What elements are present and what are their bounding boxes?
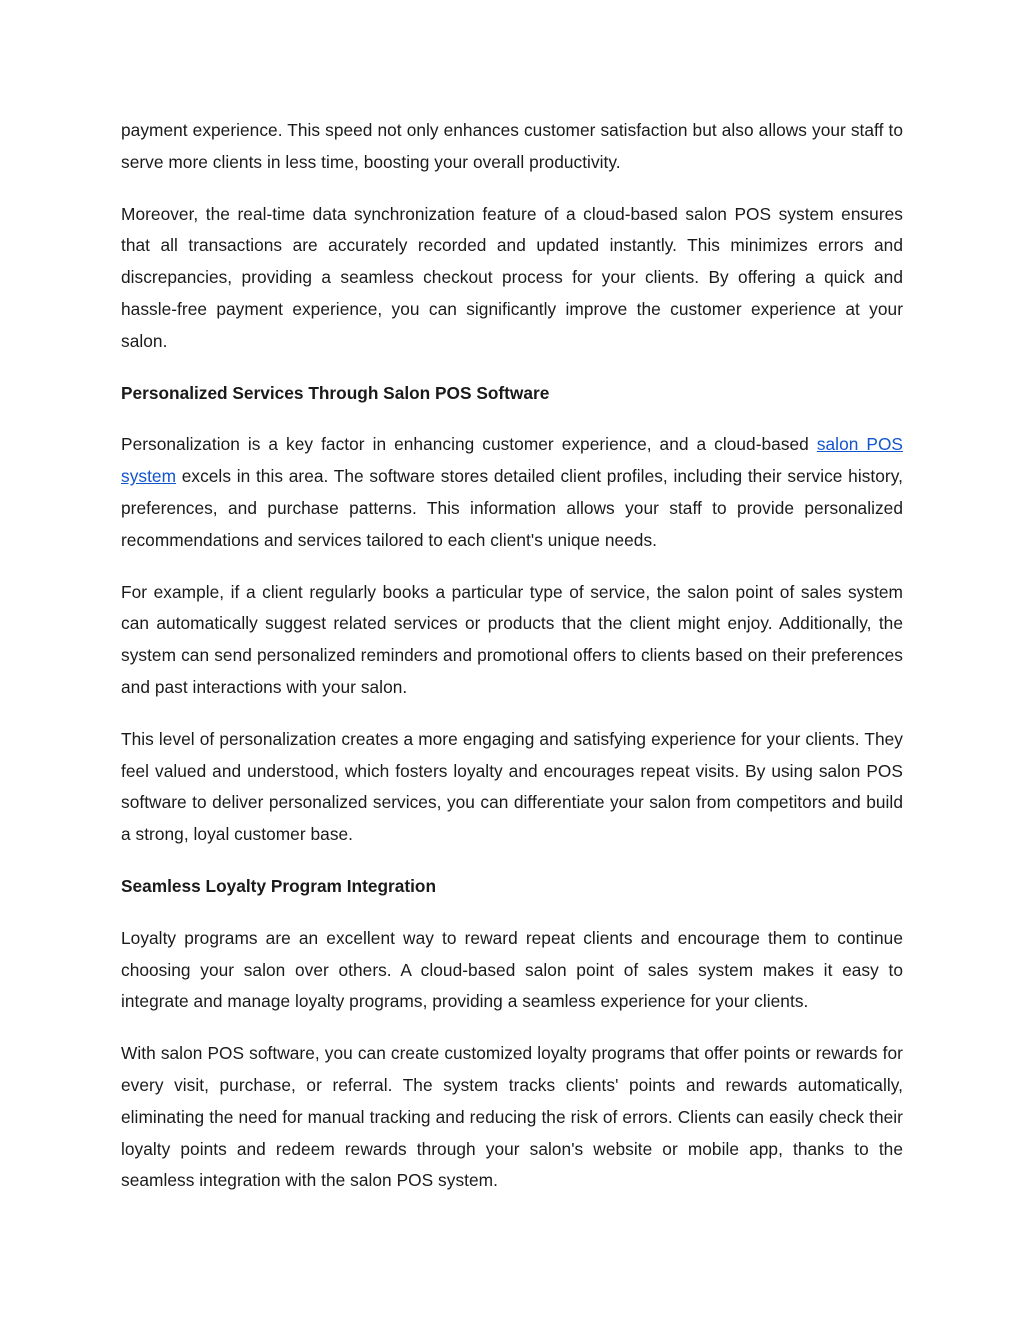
- paragraph-example: For example, if a client regularly books a particular type of service, the salon point of sales system can automatically suggest related services or products that the client might enjoy. Additionally, the system can send personalized reminders and promotional offers to clients based on their preferences and past interactions with your salon.: [121, 581, 903, 697]
- salon-pos-system-link[interactable]: salon POS system: [121, 434, 904, 487]
- paragraph-personalization-level: This level of personalization creates a more engaging and satisfying experience for your clients. They feel valued and understood, which fosters loyalty and encourages repeat visits. By using salon POS software to deliver personalized services, you can differentiate your salon from competitors and build a strong, loyal customer base.: [121, 728, 903, 845]
- paragraph-personalization: [121, 429, 903, 556]
- document-page: [121, 115, 903, 1217]
- paragraph-payment-speed: payment experience. This speed not only enhances customer satisfaction but also allows your staff to serve more clients in less time, boosting your overall productivity.: [121, 120, 903, 172]
- paragraph-loyalty-details: With salon POS software, you can create customized loyalty programs that offer points or rewards for every visit, purchase, or referral. The system tracks clients' points and rewards automatically, eliminating the need for manual tracking and reducing the risk of errors. Clients can easily check their loyalty points and redeem rewards through your salon's website or mobile app, thanks to the seamless integration with the salon POS system.: [121, 1043, 903, 1191]
- heading-personalized-services: Personalized Services Through Salon POS Software: [121, 382, 550, 403]
- paragraph-personalization-text-after: excels in this area. The software stores detailed client profiles, including their service history, preferences, and purchase patterns. This information allows your staff to provide personalized recommendations and services tailored to each client's unique needs.: [121, 466, 903, 550]
- paragraph-real-time-sync: Moreover, the real-time data synchronization feature of a cloud-based salon POS system ensures that all transactions are accurately recorded and updated instantly. This minimizes errors and discrepancies, providing a seamless checkout process for your clients. By offering a quick and hassle-free payment experience, you can significantly improve the customer experience at your salon.: [121, 203, 903, 351]
- heading-loyalty-program: Seamless Loyalty Program Integration: [121, 875, 437, 896]
- paragraph-loyalty-intro: Loyalty programs are an excellent way to reward repeat clients and encourage them to continue choosing your salon over others. A cloud-based salon point of sales system makes it easy to integrate and manage loyalty programs, providing a seamless experience for your clients.: [121, 927, 903, 1012]
- paragraph-personalization-text-before: Personalization is a key factor in enhancing customer experience, and a cloud-based: [121, 434, 817, 455]
